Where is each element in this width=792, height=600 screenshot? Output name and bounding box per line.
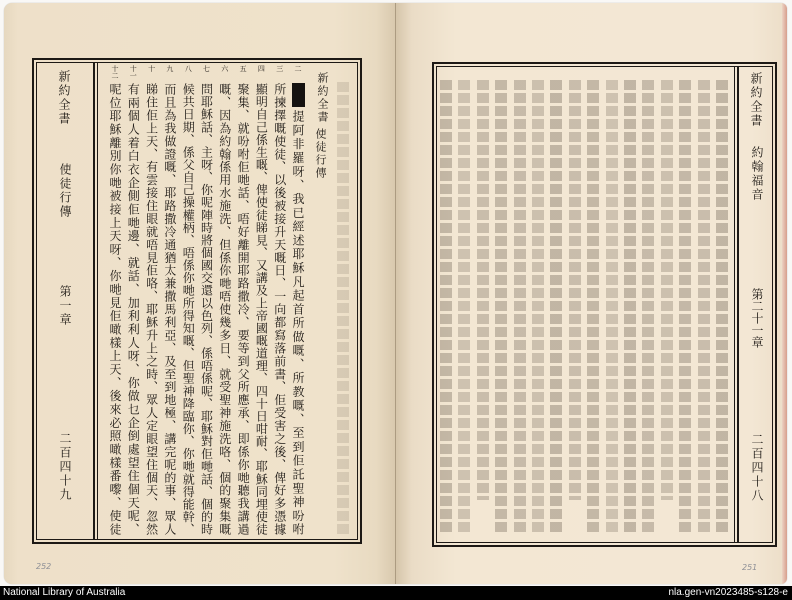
faded-text-column — [477, 80, 489, 500]
right-running-head-divider-thin — [734, 66, 735, 543]
text-column: 睇住佢上天、有雲接住眼就唔見佢咯、耶穌升上之時、眾人定眼望住個天、忽然 — [144, 83, 159, 535]
book-title-collection: 新約全書 — [316, 72, 329, 124]
faded-text-column — [587, 80, 599, 535]
right-running-head-book: 約翰福音 — [750, 146, 764, 202]
right-running-head-collection: 新約全書 — [749, 72, 763, 128]
faded-text-column — [661, 80, 673, 500]
verse-marker: 十一 — [129, 65, 138, 79]
pencil-page-number: 252 — [36, 562, 52, 571]
text-column: 嘅、因為約翰係用水施洗、但係你哋唔使幾多日、就受聖神施洗咯、個的聚集嘅 — [217, 83, 232, 535]
text-column: 問耶穌話、主呀、你呢陣時將個國交還以色列、係唔係呢、耶穌對佢哋話、個的時 — [199, 83, 214, 535]
faded-text-column — [679, 80, 691, 535]
verse-marker: 六 — [220, 65, 229, 72]
text-column: 顯明自己係生嘅、俾使徒睇見、又講及上帝國嘅道理、四十日咁耐、耶穌同埋使徒 — [254, 83, 269, 535]
faded-text-column — [624, 80, 636, 535]
pencil-page-number: 251 — [742, 563, 758, 572]
faded-text-column — [606, 80, 618, 535]
right-running-head-chapter: 第二十一章 — [750, 288, 764, 348]
verse-marker: 十 — [147, 65, 156, 72]
left-running-head-divider-thin — [97, 62, 98, 540]
faded-text-column — [642, 80, 654, 535]
verse-marker: 八 — [184, 65, 193, 72]
footer-identifier: nla.gen-vn2023485-s128-e — [668, 587, 788, 598]
left-running-head-chapter: 第一章 — [58, 285, 72, 327]
faded-text-column — [698, 80, 710, 535]
inverted-marker-block — [292, 83, 305, 107]
verse-marker: 十二 — [111, 65, 119, 79]
right-running-head-divider — [737, 66, 739, 543]
verse-marker: 九 — [165, 65, 174, 72]
faded-text-column — [440, 80, 452, 535]
left-running-head-book: 使徒行傳 — [58, 163, 72, 219]
bleed-through-column — [337, 82, 349, 537]
text-column: 呢位耶穌離別你哋被接上天呀、你哋見佢噉樣上天、後來必照噉樣番嚟、使徒 — [108, 83, 122, 535]
text-column: 有兩個人着白衣企側佢哋邊、就話、加利利人呀、你做乜企倒處望住個天呢、 — [126, 83, 141, 535]
verse-marker: 二 — [294, 65, 302, 72]
left-running-head-page-number: 二百四十九 — [58, 432, 72, 502]
center-fold — [395, 3, 396, 584]
faded-text-column — [458, 80, 470, 535]
left-running-head-divider — [93, 62, 95, 540]
book-title-name: 使徒行傳 — [314, 128, 327, 180]
footer-institution: National Library of Australia — [3, 587, 126, 598]
faded-text-column — [495, 80, 507, 535]
verse-marker: 五 — [239, 65, 248, 72]
text-column: 聚集、就吩咐佢哋話、唔好離開耶路撒冷、要等到父所應承、即係你哋聽我講過 — [236, 83, 251, 535]
left-running-head-collection: 新約全書 — [57, 70, 71, 126]
page-edge — [782, 3, 787, 584]
faded-text-column — [514, 80, 526, 535]
text-column: 所揀擇嘅使徒、以後被接升天嘅日、一向都寫落前書、佢受害之後、俾好多憑據 — [272, 83, 287, 535]
faded-text-column — [550, 80, 562, 535]
left-page-inner-rule — [36, 62, 358, 540]
verse-marker: 三 — [275, 65, 284, 72]
verse-marker: 七 — [202, 65, 211, 72]
faded-text-column — [532, 80, 544, 535]
verse-marker: 四 — [257, 65, 266, 72]
right-running-head-page-number: 二百四十八 — [750, 433, 764, 503]
faded-text-column — [569, 80, 581, 500]
text-column: 而且為我做證嘅、耶路撒冷通猶太兼撒馬利亞、及至到地極、講完呢的事、眾人 — [162, 83, 177, 535]
text-column: 提阿非羅呀、我已經述耶穌凡起首所做嘅、所教嘅、至到佢託聖神吩咐 — [291, 110, 305, 535]
faded-text-column — [716, 80, 728, 535]
text-column: 候共日期、係父自己操權柄、唔係你哋所得知嘅、但聖神降臨你、你哋就得能幹、 — [181, 83, 196, 535]
